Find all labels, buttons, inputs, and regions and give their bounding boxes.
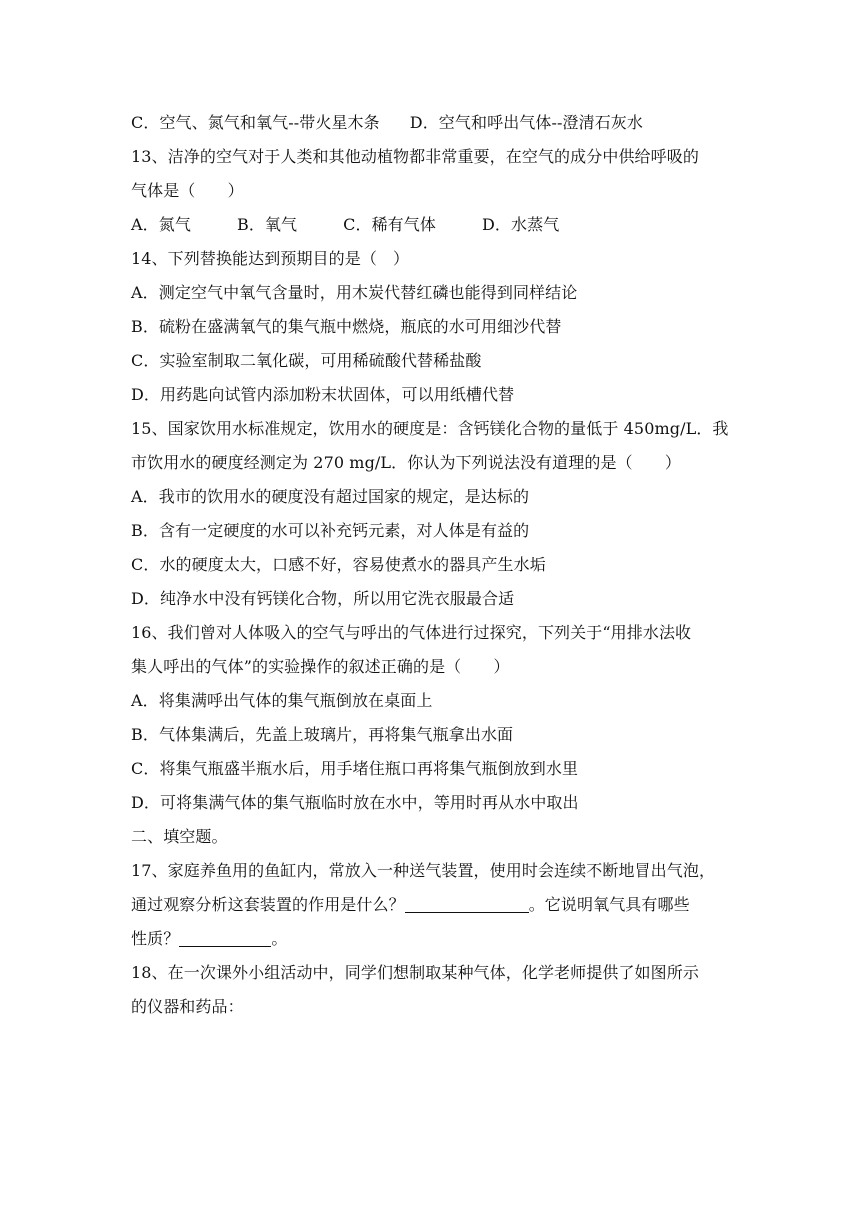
q16-option-d: D．可将集满气体的集气瓶临时放在水中，等用时再从水中取出 <box>131 793 579 812</box>
q14-stem: 14、下列替换能达到预期目的是（ ） <box>131 249 410 268</box>
q17-line2-text-b: 。它说明氧气具有哪些 <box>528 895 690 914</box>
q12-options-cd <box>131 106 731 140</box>
q15-stem-line2: 市饮用水的硬度经测定为 270 mg/L．你认为下列说法没有道理的是（ ） <box>131 453 681 472</box>
q14-option-a: A．测定空气中氧气含量时，用木炭代替红磷也能得到同样结论 <box>131 283 578 302</box>
q13-option-a: A．氮气 <box>131 215 191 234</box>
q12-option-d: D．空气和呼出气体--澄清石灰水 <box>409 113 644 132</box>
q14-option-c: C．实验室制取二氧化碳，可用稀硫酸代替稀盐酸 <box>131 351 482 370</box>
q12-option-c: C．空气、氮气和氧气--带火星木条 <box>131 113 380 132</box>
q13-option-b: B．氧气 <box>236 215 298 234</box>
q15-option-d: D．纯净水中没有钙镁化合物，所以用它洗衣服最合适 <box>131 589 515 608</box>
question-content <box>131 106 731 1024</box>
q13-stem-line2: 气体是（ ） <box>131 181 244 200</box>
section-heading: 二、填空题。 <box>131 827 228 846</box>
q15-option-b: B．含有一定硬度的水可以补充钙元素，对人体是有益的 <box>131 521 530 540</box>
q16-stem-line2: 集人呼出的气体”的实验操作的叙述正确的是（ ） <box>131 657 510 676</box>
q16-option-a: A．将集满呼出气体的集气瓶倒放在桌面上 <box>131 691 433 710</box>
q15-option-a: A．我市的饮用水的硬度没有超过国家的规定，是达标的 <box>131 487 530 506</box>
q14-option-b: B．硫粉在盛满氧气的集气瓶中燃烧，瓶底的水可用细沙代替 <box>131 317 562 336</box>
q16-option-c: C．将集气瓶盛半瓶水后，用手堵住瓶口再将集气瓶倒放到水里 <box>131 759 579 778</box>
q17-line3-text-b: 。 <box>271 929 288 948</box>
q17-line3-text-a: 性质？ <box>131 929 180 948</box>
q17-answer-blank-2[interactable] <box>179 928 271 947</box>
q13-options <box>131 208 731 242</box>
q15-stem-line1: 15、国家饮用水标准规定，饮用水的硬度是：含钙镁化合物的量低于 450mg/L．我 <box>131 419 729 438</box>
q17-line3 <box>131 922 731 956</box>
q16-stem-line1: 16、我们曾对人体吸入的空气与呼出的气体进行过探究，下列关于“用排水法收 <box>131 623 692 642</box>
q17-answer-blank-1[interactable] <box>405 894 529 913</box>
q17-line1: 17、家庭养鱼用的鱼缸内，常放入一种送气装置，使用时会连续不断地冒出气泡， <box>131 861 716 880</box>
q17-line2 <box>131 888 731 922</box>
q13-option-c: C．稀有气体 <box>343 215 436 234</box>
q16-option-b: B．气体集满后，先盖上玻璃片，再将集气瓶拿出水面 <box>131 725 514 744</box>
q15-option-c: C．水的硬度太大，口感不好，容易使煮水的器具产生水垢 <box>131 555 546 574</box>
q13-stem-line1: 13、洁净的空气对于人类和其他动植物都非常重要，在空气的成分中供给呼吸的 <box>131 147 699 166</box>
q17-line2-text-a: 通过观察分析这套装置的作用是什么？ <box>131 895 405 914</box>
q18-line2: 的仪器和药品： <box>131 997 244 1016</box>
q14-option-d: D．用药匙向试管内添加粉末状固体，可以用纸槽代替 <box>131 385 515 404</box>
q18-line1: 18、在一次课外小组活动中，同学们想制取某种气体，化学老师提供了如图所示 <box>131 963 699 982</box>
q13-option-d: D．水蒸气 <box>481 215 560 234</box>
